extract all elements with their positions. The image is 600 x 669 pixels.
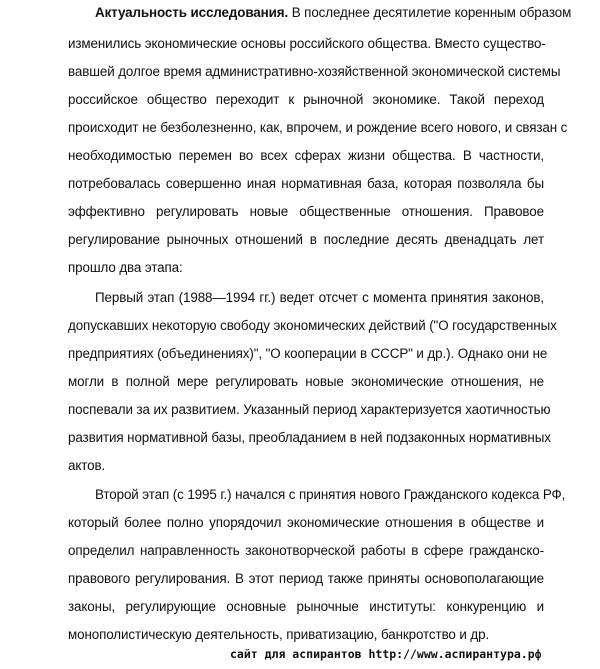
- paragraph-2-line-1: Первый этап (1988—1994 гг.) ведет отсчет с момента принятия законов,: [95, 290, 544, 305]
- paragraph-1-line-9: регулирование рыночных отношений в последние десять двенадцать лет: [68, 232, 544, 247]
- paragraph-1-line-8: эффективно регулировать новые общественные отношения. Правовое: [68, 204, 544, 219]
- paragraph-1-line-2: изменились экономические основы российского общества. Вместо существо-: [68, 36, 546, 51]
- paragraph-2-line-3: предприятиях (объединениях)", "О кооперации в СССР" и др.). Однако они не: [68, 346, 548, 361]
- paragraph-1-lead: Актуальность исследования.: [95, 5, 289, 20]
- paragraph-2-line-2: допускавших некоторую свободу экономических действий ("О государственных: [68, 318, 557, 333]
- paragraph-3-line-1: Второй этап (с 1995 г.) начался с принятия нового Гражданского кодекса РФ,: [95, 487, 566, 502]
- paragraph-3-line-2: который более полно упорядочил экономические отношения в обществе и: [68, 515, 544, 530]
- paragraph-2-line-6: развития нормативной базы, преобладанием в ней подзаконных нормативных: [68, 430, 551, 445]
- paragraph-1-line-4: российское общество переходит к рыночной экономике. Такой переход: [68, 92, 544, 107]
- paragraph-1-line-6: необходимостью перемен во всех сферах жизни общества. В частности,: [68, 148, 544, 163]
- paragraph-1-line-1: [95, 5, 572, 21]
- paragraph-1-line-1-rest: В последнее десятилетие коренным образом: [288, 5, 572, 20]
- paragraph-1-line-10: прошло два этапа:: [68, 260, 183, 275]
- site-watermark: сайт для аспирантов http://www.аспирантура.рф: [230, 647, 542, 661]
- paragraph-2-line-7: актов.: [68, 458, 106, 473]
- paragraph-1-line-3: вавшей долгое время административно-хозяйственной экономической системы: [68, 64, 561, 79]
- paragraph-2-line-4: могли в полной мере регулировать новые экономические отношения, не: [68, 374, 544, 389]
- paragraph-3-line-3: определил направленность законотворческой работы в сфере гражданско-: [68, 543, 544, 558]
- paragraph-3-line-6: монополистическую деятельность, приватизацию, банкротство и др.: [68, 627, 490, 642]
- paragraph-3-line-5: законы, регулирующие основные рыночные институты: конкуренцию и: [68, 599, 544, 614]
- paragraph-2-line-5: поспевали за их развитием. Указанный период характеризуется хаотичностью: [68, 402, 551, 417]
- paragraph-3-line-4: правового регулирования. В этот период также приняты основополагающие: [68, 571, 544, 586]
- paragraph-1-line-5: происходит не безболезненно, как, впрочем, и рождение всего нового, и связан с: [68, 120, 568, 135]
- paragraph-1-line-7: потребовалась совершенно иная нормативная база, которая позволяла бы: [68, 176, 544, 191]
